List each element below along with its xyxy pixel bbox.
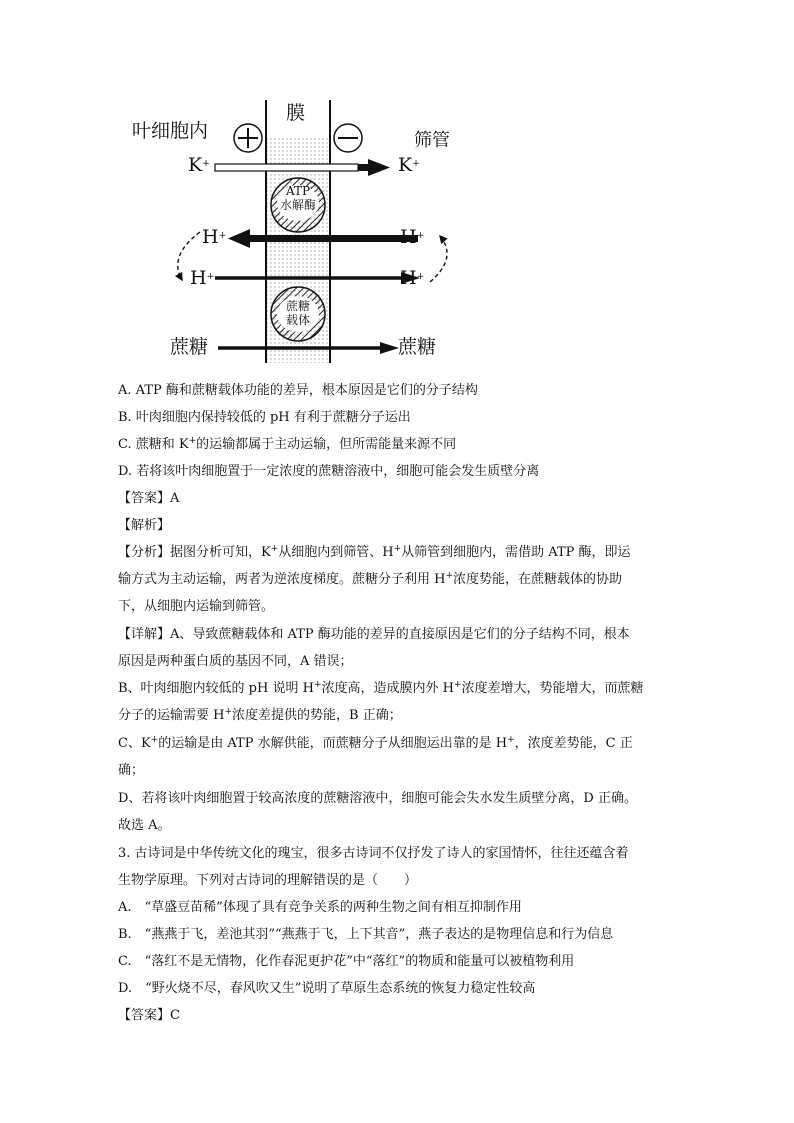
sucrose-carrier-label: 蔗糖 载体: [285, 299, 310, 327]
detail-line: 确；: [118, 763, 145, 778]
h-right-top-label: H+: [400, 226, 425, 248]
membrane-transport-diagram: [118, 98, 478, 368]
sucrose-right-label: 蔗糖: [398, 336, 437, 358]
question-3-stem: 生物学原理。下列对古诗词的理解错误的是（ ）: [118, 873, 418, 888]
sucrose-arrow-head: [380, 342, 399, 354]
answer-q3: 【答案】C: [118, 1008, 180, 1023]
option-d: D. 若将该叶肉细胞置于一定浓度的蔗糖溶液中，细胞可能会发生质壁分离: [118, 464, 540, 479]
q3-option-b: B. “燕燕于飞，差池其羽”“燕燕于飞，上下其音”，燕子表达的是物理信息和行为信息: [118, 927, 614, 942]
h-out-arrow-head: [228, 229, 250, 248]
k-arrow-shaft: [215, 164, 358, 171]
analysis-heading: 【解析】: [118, 518, 171, 533]
membrane-label: 膜: [286, 102, 306, 124]
detail-line: D、若将该叶肉细胞置于较高浓度的蔗糖溶液中，细胞可能会失水发生质壁分离，D 正确。: [118, 791, 637, 806]
detail-line: 【详解】A、导致蔗糖载体和 ATP 酶功能的差异的直接原因是它们的分子结构不同，根本: [118, 627, 630, 642]
h-left-top-label: H+: [202, 226, 227, 248]
analysis-line: 【分析】据图分析可知，K+从细胞内到筛管、H+从筛管到细胞内，需借助 ATP 酶，即运: [118, 544, 631, 560]
option-b: B. 叶肉细胞内保持较低的 pH 有利于蔗糖分子运出: [118, 410, 411, 425]
q3-option-a: A. “草盛豆苗稀”体现了具有竞争关系的两种生物之间有相互抑制作用: [118, 900, 522, 915]
detail-line: 故选 A。: [118, 818, 171, 833]
option-c: C. 蔗糖和 K+的运输都属于主动运输，但所需能量来源不同: [118, 436, 457, 452]
option-a: A. ATP 酶和蔗糖载体功能的差异，根本原因是它们的分子结构: [118, 383, 478, 398]
k-right-label: K+: [398, 154, 420, 176]
detail-line: B、叶肉细胞内较低的 pH 说明 H+浓度高，造成膜内外 H+浓度差增大，势能增大，而蔗糖: [118, 680, 644, 696]
sieve-tube-label: 筛管: [414, 130, 450, 151]
analysis-line: 输方式为主动运输，两者为逆浓度梯度。蔗糖分子利用 H+浓度势能，在蔗糖载体的协助: [118, 571, 623, 587]
answer-q2: 【答案】A: [118, 491, 180, 506]
right-dashed-curve: [430, 236, 447, 282]
leaf-cell-label: 叶细胞内: [132, 120, 209, 142]
h-out-arrow-shaft: [248, 235, 418, 242]
question-3-stem: 3. 古诗词是中华传统文化的瑰宝，很多古诗词不仅抒发了诗人的家国情怀，往往还蕴含着: [118, 846, 629, 861]
h-left-bottom-label: H+: [190, 267, 215, 289]
atp-enzyme-label: ATP 水解酶: [279, 184, 316, 212]
detail-line: 原因是两种蛋白质的基因不同，A 错误；: [118, 654, 353, 669]
detail-line: C、K+的运输是由 ATP 水解供能，而蔗糖分子从细胞运出靠的是 H+，浓度差势能，C 正: [118, 735, 633, 751]
detail-line: 分子的运输需要 H+浓度差提供的势能，B 正确；: [118, 707, 402, 723]
analysis-line: 下，从细胞内运输到筛管。: [118, 599, 275, 614]
h-right-bottom-label: H+: [400, 267, 425, 289]
q3-option-c: C. “落红不是无情物，化作春泥更护花”中“落红”的物质和能量可以被植物利用: [118, 954, 575, 969]
q3-option-d: D. “野火烧不尽，春风吹又生”说明了草原生态系统的恢复力稳定性较高: [118, 981, 536, 996]
sucrose-left-label: 蔗糖: [170, 336, 209, 358]
k-left-label: K+: [188, 154, 210, 176]
k-arrow-head: [368, 159, 390, 176]
